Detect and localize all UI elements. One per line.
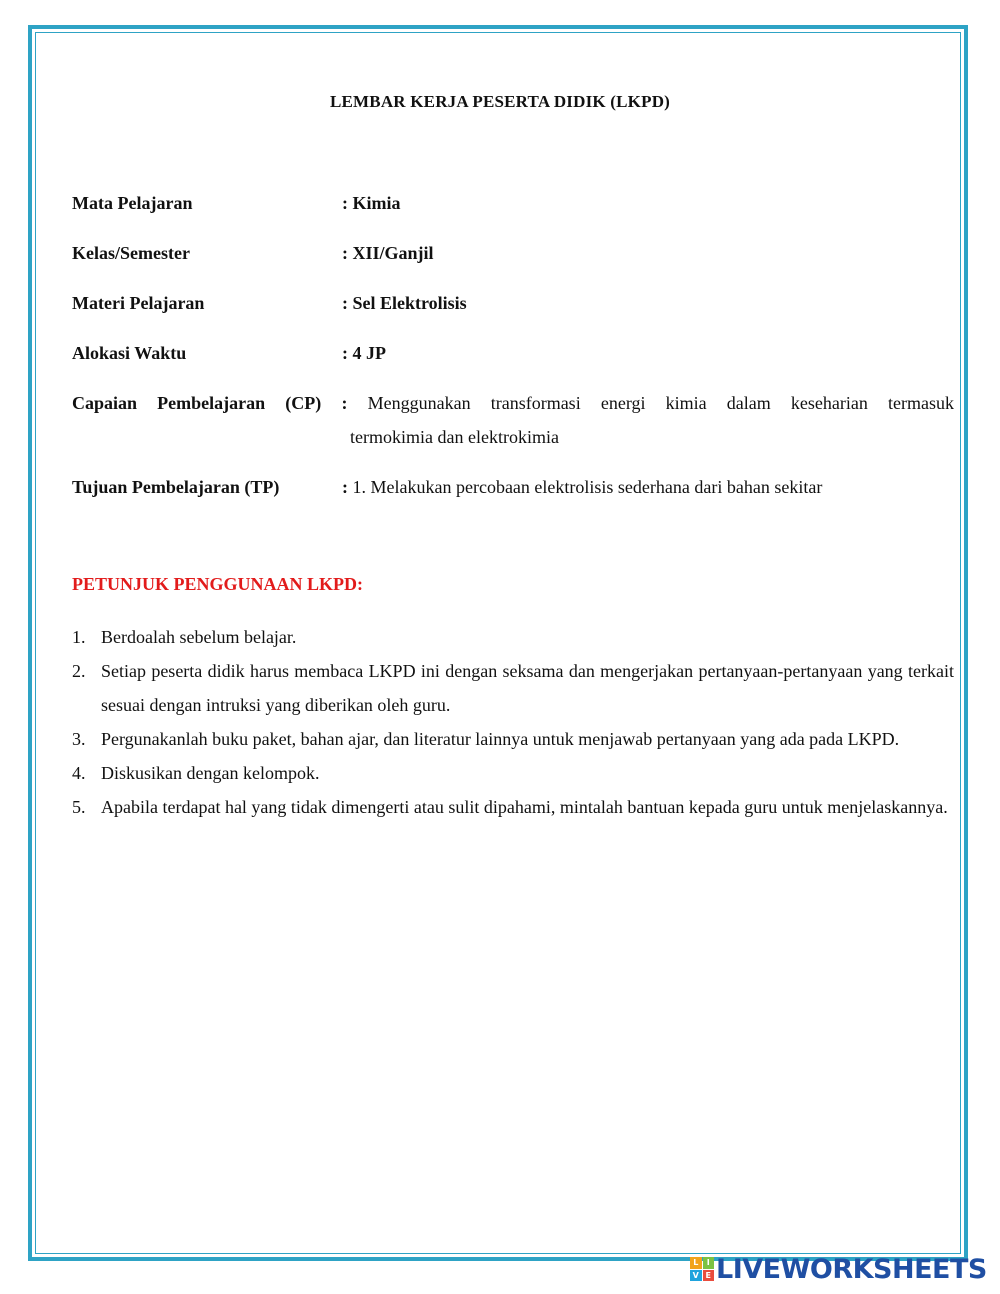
info-value: : 4 JP [342, 343, 386, 363]
info-label: Kelas/Semester [72, 243, 190, 263]
tp-value [342, 470, 954, 504]
cp-colon: : [341, 393, 348, 413]
list-item [72, 620, 954, 654]
cp-text-continued: termokimia dan elektrokimia [350, 427, 559, 447]
item-text: Berdoalah sebelum belajar. [101, 627, 297, 647]
list-item [72, 722, 954, 756]
item-text: Apabila terdapat hal yang tidak dimengerti atau sulit dipahami, mintalah bantuan kepada guru untuk menjelaskannya. [101, 797, 948, 817]
item-number: 5. [72, 797, 86, 817]
liveworksheets-icon: L I V E [690, 1257, 714, 1281]
item-text: Pergunakanlah buku paket, bahan ajar, dan literatur lainnya untuk menjawab pertanyaan yang ada pada LKPD. [101, 729, 900, 749]
list-item [72, 654, 954, 722]
cp-row [72, 386, 954, 454]
tp-text: 1. Melakukan percobaan elektrolisis sederhana dari bahan sekitar [352, 477, 823, 497]
item-number: 2. [72, 661, 86, 681]
info-value: : XII/Ganjil [342, 243, 434, 263]
item-number: 3. [72, 729, 86, 749]
item-text: Setiap peserta didik harus membaca LKPD ini dengan seksama dan mengerjakan pertanyaan-pertanyaan yang terkait sesuai dengan intruksi yang diberikan oleh guru. [101, 661, 954, 715]
info-label: Alokasi Waktu [72, 343, 187, 363]
liveworksheets-logo[interactable] [690, 1254, 987, 1284]
instructions-list [72, 620, 954, 824]
item-number: 4. [72, 763, 86, 783]
instructions-heading: PETUNJUK PENGGUNAAN LKPD: [72, 574, 363, 594]
item-text: Diskusikan dengan kelompok. [101, 763, 320, 783]
document-title: LEMBAR KERJA PESERTA DIDIK (LKPD) [329, 92, 671, 111]
tp-colon: : [342, 477, 348, 497]
info-label: Materi Pelajaran [72, 293, 205, 313]
liveworksheets-text: LIVEWORKSHEETS [716, 1253, 987, 1285]
list-item [72, 756, 954, 790]
info-value: : Sel Elektrolisis [342, 293, 467, 313]
tp-label: Tujuan Pembelajaran (TP) [72, 477, 280, 497]
cp-first-line [72, 386, 954, 420]
info-value: : Kimia [342, 193, 401, 213]
info-label: Mata Pelajaran [72, 193, 193, 213]
cp-text: Menggunakan transformasi energi kimia dalam keseharian termasuk [367, 393, 954, 413]
cp-label: Capaian Pembelajaran (CP) [72, 393, 322, 413]
list-item [72, 790, 954, 824]
item-number: 1. [72, 627, 86, 647]
